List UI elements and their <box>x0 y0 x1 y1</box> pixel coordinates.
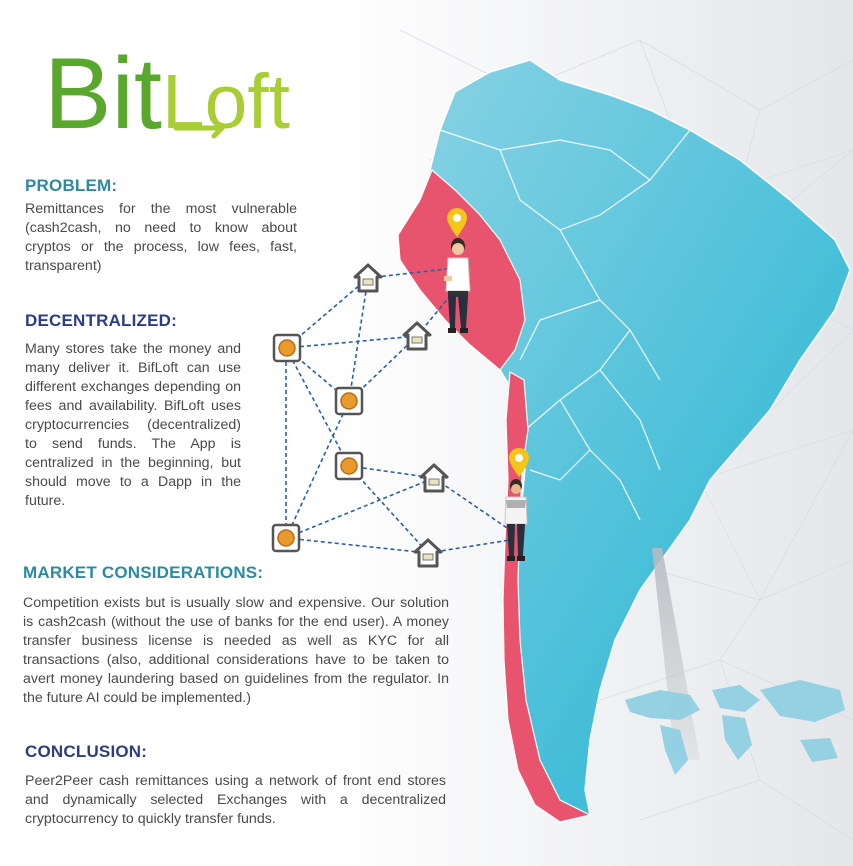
store-icon <box>412 537 444 569</box>
decentralized-heading: DECENTRALIZED: <box>25 311 178 330</box>
store-icon <box>352 262 384 294</box>
conclusion-heading: CONCLUSION: <box>25 742 148 761</box>
network-links <box>286 268 510 553</box>
decentralized-text: Many stores take the money and many deliver it. BifLoft can use different exchanges depending on fees and availability. BifLoft uses cryptocurrencies (decentralized) to send funds. The App is centralized in the beginning, but should move to a Dapp in the future. <box>25 341 241 509</box>
map-pin-icon <box>446 208 468 238</box>
market-text: Competition exists but is usually slow and expensive. Our solution is cash2cash (without the use of banks for the end user). A money transfer business license is needed as well as KYC for all transactions (also, additional considerations have to be taken to avert money laundering based on guidelines from the regulator. In the future AI could be implemented.) <box>23 595 449 706</box>
problem-text: Remittances for the most vulnerable (cash2cash, no need to know about cryptos or the process, low fees, fast, transparent) <box>25 201 297 274</box>
map-pin-icon <box>508 448 530 478</box>
coin-exchange-icon <box>272 333 302 363</box>
coin-exchange-icon <box>271 523 301 553</box>
person-icon <box>440 236 474 336</box>
conclusion-text: Peer2Peer cash remittances using a network of front end stores and dynamically selected Exchanges with a decentralized cryptocurrency to quickly transfer funds. <box>25 773 446 827</box>
coin-exchange-icon <box>334 451 364 481</box>
store-icon <box>401 320 433 352</box>
problem-heading: PROBLEM: <box>25 176 118 195</box>
logo-text-bit: Bit <box>44 37 162 143</box>
coin-exchange-icon <box>334 386 364 416</box>
market-heading: MARKET CONSIDERATIONS: <box>23 563 264 582</box>
logo-text-loft: Loft <box>162 60 290 143</box>
store-icon <box>418 462 450 494</box>
logo-wordmark <box>44 28 294 143</box>
person-icon <box>500 478 532 564</box>
